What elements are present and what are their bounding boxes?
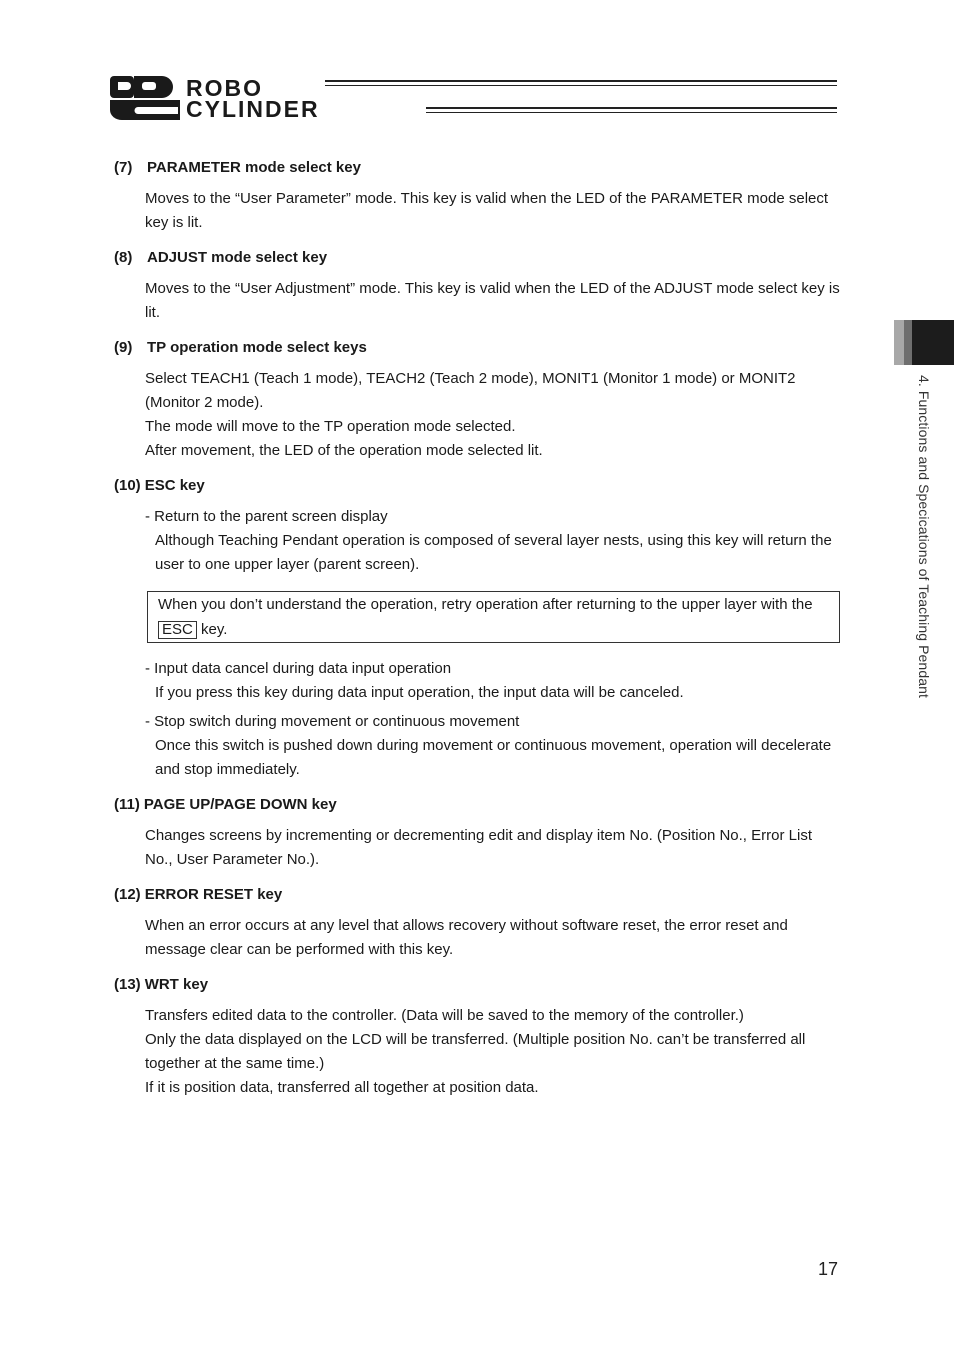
- section-body: Moves to the “User Adjustment” mode. This key is valid when the LED of the ADJUST mode select key is lit.: [145, 280, 840, 321]
- section-body: When an error occurs at any level that allows recovery without software reset, the error reset and message clear can be performed with this key.: [145, 917, 788, 958]
- note-box: When you don’t understand the operation, retry operation after returning to the upper layer with the ESC key.: [147, 591, 840, 643]
- chapter-tab-mid: [904, 320, 912, 365]
- section-heading: (10) ESC key: [114, 477, 205, 494]
- section-heading: (12) ERROR RESET key: [114, 886, 283, 903]
- bullet-item: - Stop switch during movement or continuous movement Once this switch is pushed down during movement or continuous movement, operation will decelerate and stop immediately.: [145, 713, 832, 778]
- section-heading: (13) WRT key: [114, 976, 209, 993]
- rc-mark-icon: [110, 76, 180, 120]
- header-rule-bottom-2: [426, 112, 837, 113]
- page-number: 17: [818, 1259, 839, 1279]
- section-heading: (8) ADJUST mode select key: [114, 249, 328, 266]
- chapter-tab-dark: [912, 320, 954, 365]
- chapter-tab: [894, 320, 954, 365]
- header-rule-bottom: [426, 107, 837, 109]
- page-content: [114, 158, 840, 1113]
- bullet-item: - Input data cancel during data input operation If you press this key during data input operation, the input data will be canceled.: [145, 660, 684, 701]
- esc-key-label: ESC: [158, 621, 197, 639]
- header-rule-top: [325, 80, 837, 82]
- page-header: [108, 74, 838, 124]
- section-heading: (9) TP operation mode select keys: [114, 339, 367, 356]
- chapter-tab-light: [894, 320, 904, 365]
- section-body: Select TEACH1 (Teach 1 mode), TEACH2 (Teach 2 mode), MONIT1 (Monitor 1 mode) or MONIT2 (Monitor 2 mode). The mode will move to the TP operation mode selected. After movement, the LED of the operation mode selected lit.: [145, 370, 796, 459]
- bullet-item: - Return to the parent screen display Although Teaching Pendant operation is composed of several layer nests, using this key will return the user to one upper layer (parent screen).: [145, 508, 832, 573]
- section-body: Changes screens by incrementing or decrementing edit and display item No. (Position No., Error List No., User Parameter No.).: [145, 827, 812, 868]
- logo-line1: ROBO: [186, 75, 263, 101]
- section-heading: (11) PAGE UP/PAGE DOWN key: [114, 796, 337, 813]
- chapter-title-vertical: 4. Functions and Specications of Teaching Pendant: [916, 375, 932, 698]
- section-body: Moves to the “User Parameter” mode. This key is valid when the LED of the PARAMETER mode select key is lit.: [145, 190, 829, 231]
- section-body: Transfers edited data to the controller. (Data will be saved to the memory of the controller.) Only the data displayed on the LCD will be transferred. (Multiple position No. can’t be transferred all together at the same time.) If it is position data, transferred all together at position data.: [145, 1007, 806, 1096]
- logo-line2: CYLINDER: [186, 96, 320, 122]
- header-rule-top-2: [325, 85, 837, 86]
- section-heading: (7) PARAMETER mode select key: [114, 159, 361, 176]
